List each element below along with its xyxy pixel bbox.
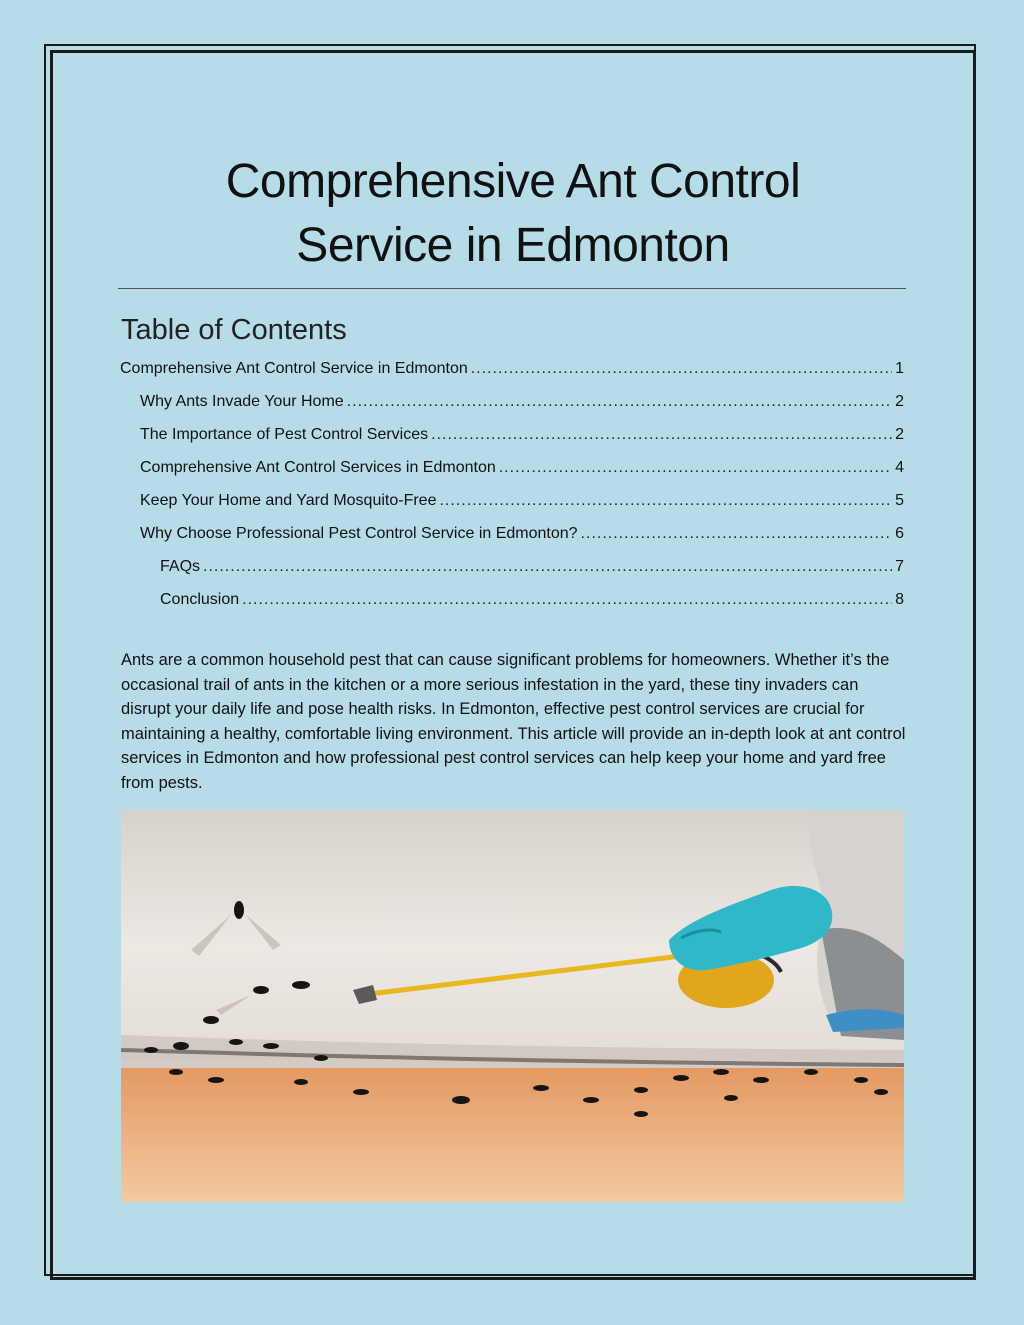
toc-item-page[interactable]: 4	[895, 459, 904, 476]
toc-item[interactable]	[120, 591, 904, 624]
ant-spraying-photo	[121, 810, 904, 1202]
toc-item-page[interactable]: 5	[895, 492, 904, 509]
toc-item-page[interactable]: 7	[895, 558, 904, 575]
toc-item-page[interactable]: 6	[895, 525, 904, 542]
title-line-1: Comprehensive Ant Control	[225, 155, 801, 208]
toc-item[interactable]	[120, 558, 904, 591]
toc-item-label[interactable]: Why Ants Invade Your Home	[140, 393, 344, 410]
toc-item[interactable]	[120, 393, 904, 426]
toc-item-label[interactable]: Why Choose Professional Pest Control Service in Edmonton?	[140, 525, 578, 542]
title-line-2: Service in Edmonton	[296, 219, 730, 272]
toc-item[interactable]	[120, 525, 904, 558]
toc-item-label[interactable]: Conclusion	[160, 591, 240, 608]
toc-item-page[interactable]: 8	[895, 591, 904, 608]
title-block	[120, 150, 906, 278]
toc-item[interactable]	[120, 360, 904, 393]
ant-spraying-illustration	[121, 810, 904, 1202]
toc-leader-dots	[499, 459, 892, 477]
toc-leader-dots	[581, 525, 893, 543]
toc-heading: Table of Contents	[121, 314, 347, 346]
toc-item-page[interactable]: 2	[895, 393, 904, 410]
toc-item-label[interactable]: Comprehensive Ant Control Service in Edmonton	[120, 360, 468, 377]
table-of-contents	[120, 360, 904, 624]
toc-item-label[interactable]: FAQs	[160, 558, 201, 575]
toc-item-page[interactable]: 2	[895, 426, 904, 443]
shoe-cover	[826, 1009, 904, 1032]
toc-item-label[interactable]: Keep Your Home and Yard Mosquito-Free	[140, 492, 437, 509]
toc-item[interactable]	[120, 492, 904, 525]
toc-leader-dots	[439, 492, 892, 510]
toc-item[interactable]	[120, 426, 904, 459]
toc-item[interactable]	[120, 459, 904, 492]
toc-leader-dots	[203, 558, 892, 576]
toc-leader-dots	[471, 360, 892, 378]
toc-item-label[interactable]: Comprehensive Ant Control Services in Edmonton	[140, 459, 496, 476]
document-title	[120, 150, 906, 278]
title-underline	[118, 288, 906, 289]
toc-leader-dots	[242, 591, 892, 609]
toc-item-label[interactable]: The Importance of Pest Control Services	[140, 426, 429, 443]
toc-leader-dots	[347, 393, 892, 411]
toc-item-page[interactable]: 1	[895, 360, 904, 377]
floor	[121, 1068, 904, 1202]
toc-leader-dots	[431, 426, 892, 444]
intro-paragraph: Ants are a common household pest that can cause significant problems for homeowners. Whether it’s the occasional trail of ants in the kitchen or a more serious infestation in the yard, these tiny invaders can disrupt your daily life and pose health risks. In Edmonton, effective pest control services are crucial for maintaining a healthy, comfortable living environment. This article will provide an in-depth look at ant control services in Edmonton and how professional pest control services can help keep your home and yard free from pests.	[121, 651, 906, 792]
